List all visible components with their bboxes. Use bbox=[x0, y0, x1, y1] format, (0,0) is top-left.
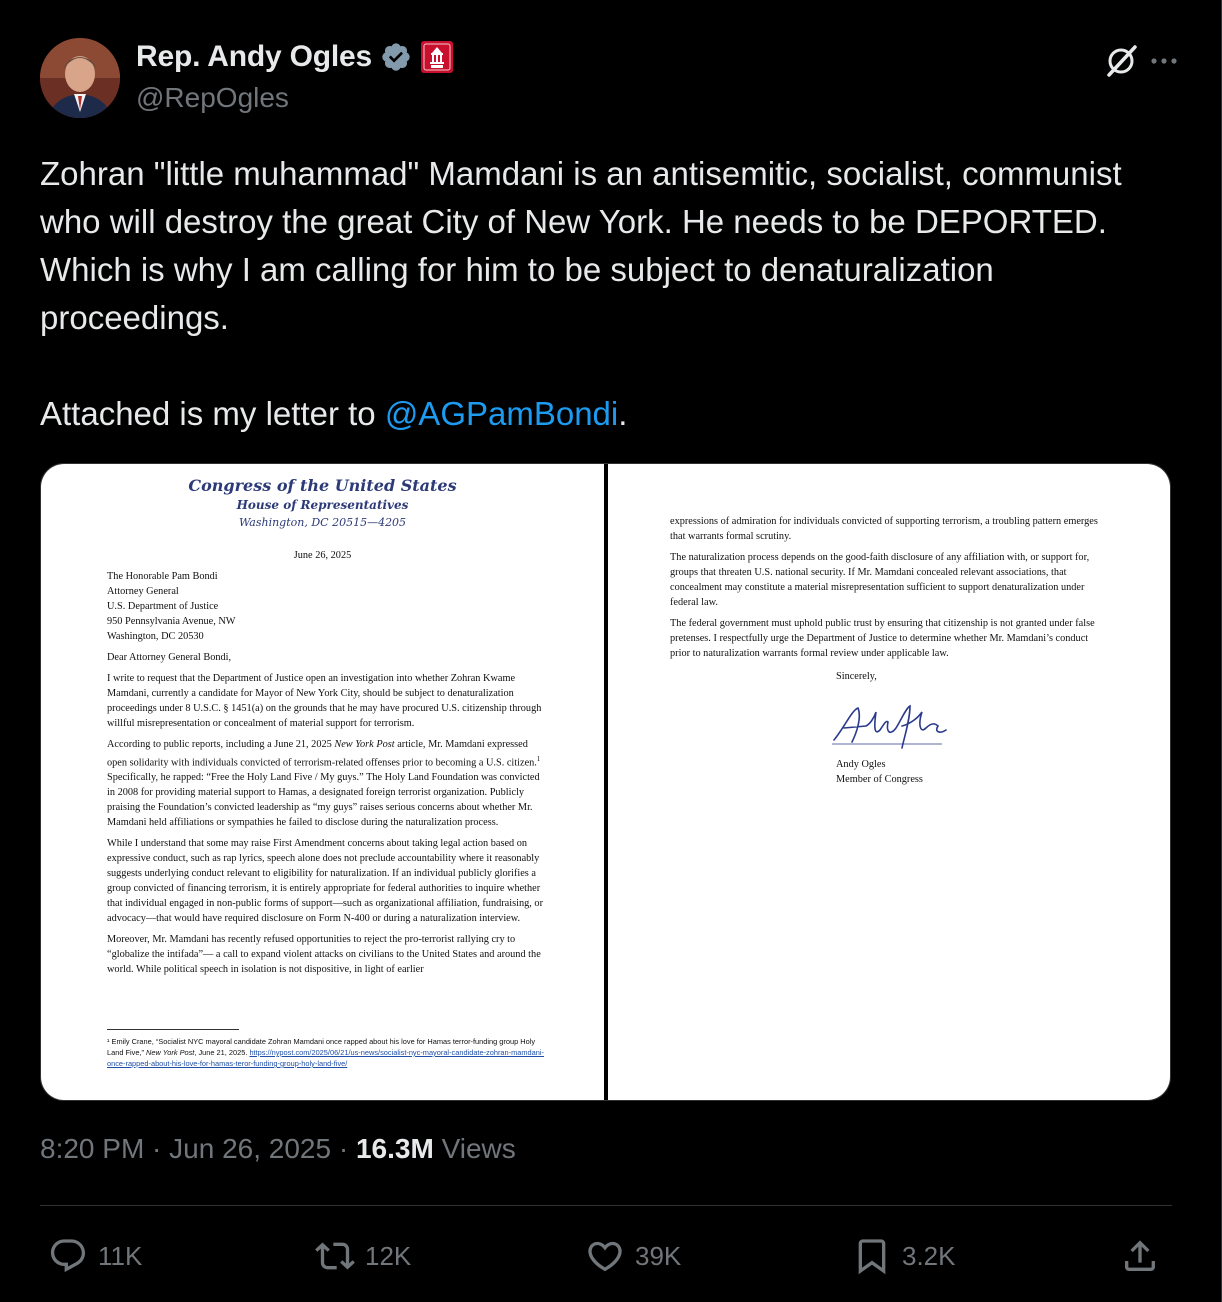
repost-count: 12K bbox=[365, 1240, 412, 1271]
like-count: 39K bbox=[635, 1240, 682, 1271]
like-icon bbox=[585, 1236, 625, 1276]
verified-badge-icon[interactable] bbox=[380, 41, 412, 73]
tweet-timestamp-views bbox=[40, 1133, 516, 1165]
letter-salutation: Dear Attorney General Bondi, bbox=[107, 652, 232, 663]
footnote-link: https://nypost.com/2025/06/21/us-news/socialist-nyc-mayoral-candidate-zohran-mamdani-once-rapped-about-his-love-for-hamas-teror-funding-group-holy-land-five/ bbox=[107, 1048, 544, 1068]
letter-date: June 26, 2025 bbox=[293, 550, 352, 561]
letter-page-1[interactable] bbox=[41, 464, 604, 1100]
reply-button[interactable] bbox=[48, 1228, 142, 1284]
letterhead-subtitle: House of Representatives bbox=[236, 498, 409, 512]
letter-paragraph: While I understand that some may raise First Amendment concerns about taking legal action based on expressive conduct, such as rap lyrics, speech alone does not preclude accountability where it reasonably suggests underlying conduct relevant to eligibility for naturalization. If an individual publicly glorifies a group convicted of financing terrorism, it is entirely appropriate for federal authorities to inquire whether that individual engaged in non-public forms of support—such as organizational affiliation, fundraising, or advocacy—that would have required disclosure on Form N-400 or during a naturalization interview. bbox=[107, 838, 543, 925]
display-name[interactable]: Rep. Andy Ogles bbox=[136, 40, 372, 73]
media-attachment[interactable] bbox=[40, 463, 1171, 1101]
tweet-header bbox=[40, 38, 1182, 120]
letter-paragraph: I write to request that the Department of Justice open an investigation into whether Zohran Kwame Mamdani, currently a candidate for Mayor of New York City, should be subject to denaturalization proceedings under 8 U.S.C. § 1451(a) on the grounds that he may have procured U.S. citizenship through willful misrepresentation or concealment of material support for terrorism. bbox=[107, 673, 542, 729]
gop-affiliate-badge-icon[interactable] bbox=[420, 40, 454, 74]
tweet-actions bbox=[40, 1228, 1170, 1284]
letter-paragraph: The federal government must uphold public trust by ensuring that citizenship is not granted under false pretenses. I respectfully urge the Department of Justice to determine whether Mr. Mamdani’s conduct prior to naturalization warrants formal review under applicable law. bbox=[670, 618, 1095, 659]
letter-body bbox=[107, 650, 547, 983]
tweet-paragraph: Zohran "little muhammad" Mamdani is an antisemitic, socialist, communist who will destroy the great City of New York. He needs to be DEPORTED. Which is why I am calling for him to be subject to denaturalization proceedings. bbox=[40, 155, 1122, 336]
reply-count: 11K bbox=[98, 1240, 143, 1271]
mention-link[interactable]: @AGPamBondi bbox=[384, 395, 619, 432]
tweet-paragraph: Attached is my letter to @AGPamBondi. bbox=[40, 395, 628, 432]
repost-button[interactable] bbox=[315, 1228, 411, 1284]
avatar-image bbox=[40, 38, 120, 118]
author-name-row bbox=[136, 40, 454, 74]
letter-paragraph: expressions of admiration for individuals convicted of supporting terrorism, a troubling pattern emerges that warrants formal scrutiny. bbox=[670, 516, 1098, 542]
bookmark-count: 3.2K bbox=[902, 1240, 956, 1271]
views-count: 16.3M bbox=[355, 1133, 434, 1164]
divider bbox=[40, 1205, 1172, 1206]
letter-body-page2 bbox=[670, 514, 1110, 667]
more-icon[interactable] bbox=[1146, 46, 1182, 76]
signer-block bbox=[836, 757, 923, 787]
letter-closing: Sincerely, bbox=[836, 671, 877, 682]
tweet-text bbox=[40, 150, 1180, 438]
avatar[interactable] bbox=[40, 38, 120, 118]
reply-icon bbox=[48, 1236, 88, 1276]
letter-page-2[interactable] bbox=[608, 464, 1170, 1100]
bookmark-button[interactable] bbox=[852, 1228, 956, 1284]
share-icon bbox=[1120, 1236, 1160, 1276]
handle[interactable]: @RepOgles bbox=[136, 82, 289, 113]
views-label: Views bbox=[433, 1133, 516, 1164]
letter-paragraph: The naturalization process depends on the good-faith disclosure of any affiliation with, or support for, groups that threaten U.S. national security. If Mr. Mamdani concealed relevant associations, that concealment may constitute a material misrepresentation sufficient to support denaturalization under federal law. bbox=[670, 552, 1090, 608]
like-button[interactable] bbox=[585, 1228, 681, 1284]
timestamp[interactable]: 8:20 PM · Jun 26, 2025 · bbox=[40, 1133, 356, 1164]
grok-icon[interactable] bbox=[1102, 42, 1140, 80]
signer-title: Member of Congress bbox=[836, 774, 923, 785]
letterhead-title: Congress of the United States bbox=[188, 476, 457, 495]
bookmark-icon bbox=[852, 1236, 892, 1276]
letterhead-address: Washington, DC 20515—4205 bbox=[238, 516, 407, 529]
letter-paragraph: According to public reports, including a June 21, 2025 New York Post article, Mr. Mamdani expressed open solidarity with individuals convicted of terrorism-related offenses prior to becoming a U.S. citizen.$^1$ Specifically, he rapped: “Free the Holy Land Five / My guys.” The Holy Land Foundation was convicted in 2008 for providing material support to Hamas, a designated foreign terrorist organization. Publicly praising the Foundation’s convicted leadership as “my guys” raises serious concerns about whether Mr. Mamdani held affiliations or sympathies he failed to disclose during the naturalization process. bbox=[107, 739, 541, 829]
footnote-rule bbox=[107, 1029, 239, 1030]
letter-paragraph: Moreover, Mr. Mamdani has recently refused opportunities to reject the pro-terrorist rallying cry to “globalize the intifada”— a call to expand violent attacks on civilians to the United States and around the world. While political speech in isolation is not dispositive, in light of earlier bbox=[107, 934, 541, 976]
letter-address: The Honorable Pam Bondi Attorney General U.S. Department of Justice 950 Pennsylvania Avenue, NW Washington, DC 20530 bbox=[107, 571, 236, 642]
signer-name: Andy Ogles bbox=[836, 759, 886, 770]
footnote: ¹ Emily Crane, “Socialist NYC mayoral candidate Zohran Mamdani once rapped about his love for Hamas terror-funding group Holy Land Five,” New York Post, June 21, 2025. https://nypost.com/2025/06/21/us-news/socialist-nyc-mayoral-candidate-zohran-mamdani-once-rapped-about-his-love-for-hamas-teror-funding-group-holy-land-five/ bbox=[107, 1037, 544, 1068]
signature-image bbox=[830, 700, 950, 752]
repost-icon bbox=[315, 1236, 355, 1276]
share-button[interactable] bbox=[1120, 1228, 1160, 1284]
